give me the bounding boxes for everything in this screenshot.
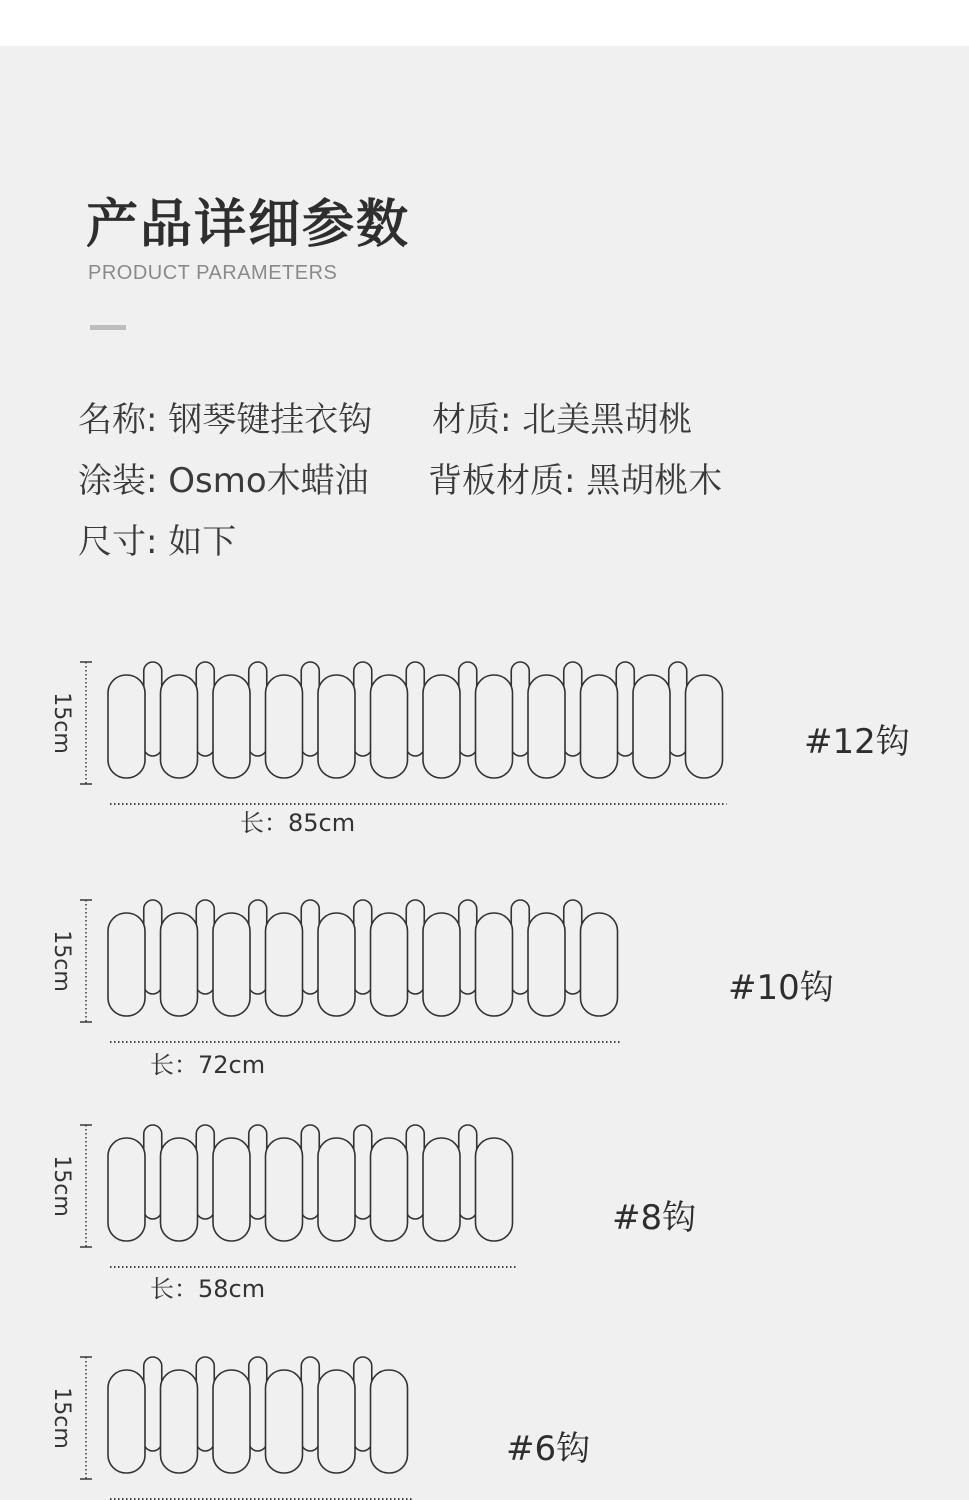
size-label: #8钩 <box>612 1198 697 1238</box>
wide-key <box>318 1370 355 1473</box>
narrow-key <box>354 1125 372 1219</box>
narrow-key <box>301 1125 319 1219</box>
wide-key <box>161 1370 198 1473</box>
wide-key <box>108 913 145 1016</box>
wide-key <box>633 675 670 778</box>
page-title: 产品详细参数 <box>86 195 411 255</box>
narrow-key <box>249 662 267 756</box>
narrow-key <box>354 1357 372 1451</box>
wide-key <box>213 675 250 778</box>
wide-key <box>266 1370 303 1473</box>
wide-key <box>423 1138 460 1241</box>
length-label: 长：58cm <box>150 1275 266 1303</box>
wide-key <box>318 675 355 778</box>
narrow-key <box>459 1125 477 1219</box>
narrow-key <box>354 900 372 994</box>
size-label: #6钩 <box>506 1429 591 1469</box>
hook-rack-6 <box>49 1357 590 1499</box>
narrow-key <box>144 662 162 756</box>
wide-key <box>213 1138 250 1241</box>
param-material: 材质: 北美黑胡桃 <box>432 400 693 440</box>
wide-key <box>266 913 303 1016</box>
wide-key <box>476 913 513 1016</box>
wide-key <box>423 675 460 778</box>
hook-rack-12 <box>49 662 910 837</box>
narrow-key <box>564 900 582 994</box>
narrow-key <box>196 1357 214 1451</box>
narrow-key <box>196 1125 214 1219</box>
size-label: #10钩 <box>728 968 834 1008</box>
wide-key <box>371 913 408 1016</box>
narrow-key <box>196 900 214 994</box>
length-label: 长：85cm <box>240 809 356 837</box>
narrow-key <box>354 662 372 756</box>
wide-key <box>423 913 460 1016</box>
narrow-key <box>144 1357 162 1451</box>
narrow-key <box>301 900 319 994</box>
narrow-key <box>144 900 162 994</box>
wide-key <box>161 1138 198 1241</box>
narrow-key <box>144 1125 162 1219</box>
param-size: 尺寸: 如下 <box>78 522 237 562</box>
height-label: 15cm <box>49 1155 74 1217</box>
wide-key <box>108 1370 145 1473</box>
wide-key <box>371 1370 408 1473</box>
narrow-key <box>511 900 529 994</box>
narrow-key <box>564 662 582 756</box>
wide-key <box>476 675 513 778</box>
narrow-key <box>511 662 529 756</box>
param-name: 名称: 钢琴键挂衣钩 <box>78 400 373 440</box>
narrow-key <box>301 662 319 756</box>
height-label: 15cm <box>49 930 74 992</box>
narrow-key <box>406 900 424 994</box>
wide-key <box>371 675 408 778</box>
wide-key <box>213 1370 250 1473</box>
size-label: #12钩 <box>804 722 910 762</box>
narrow-key <box>196 662 214 756</box>
narrow-key <box>669 662 687 756</box>
narrow-key <box>406 662 424 756</box>
height-label: 15cm <box>49 692 74 754</box>
page-subtitle: PRODUCT PARAMETERS <box>88 262 338 284</box>
narrow-key <box>249 1357 267 1451</box>
wide-key <box>686 675 723 778</box>
narrow-key <box>301 1357 319 1451</box>
wide-key <box>528 913 565 1016</box>
wide-key <box>318 913 355 1016</box>
narrow-key <box>249 900 267 994</box>
wide-key <box>371 1138 408 1241</box>
wide-key <box>528 675 565 778</box>
narrow-key <box>459 662 477 756</box>
wide-key <box>266 675 303 778</box>
wide-key <box>213 913 250 1016</box>
hook-rack-10 <box>49 900 834 1079</box>
narrow-key <box>459 900 477 994</box>
hook-rack-8 <box>49 1125 696 1303</box>
param-back-material: 背板材质: 黑胡桃木 <box>428 461 723 501</box>
length-label: 长：72cm <box>150 1051 266 1079</box>
narrow-key <box>249 1125 267 1219</box>
narrow-key <box>406 1125 424 1219</box>
param-finish: 涂装: Osmo木蜡油 <box>78 461 369 501</box>
wide-key <box>476 1138 513 1241</box>
height-label: 15cm <box>49 1387 74 1449</box>
wide-key <box>108 675 145 778</box>
wide-key <box>581 913 618 1016</box>
wide-key <box>108 1138 145 1241</box>
wide-key <box>266 1138 303 1241</box>
narrow-key <box>616 662 634 756</box>
wide-key <box>318 1138 355 1241</box>
wide-key <box>161 913 198 1016</box>
wide-key <box>581 675 618 778</box>
wide-key <box>161 675 198 778</box>
